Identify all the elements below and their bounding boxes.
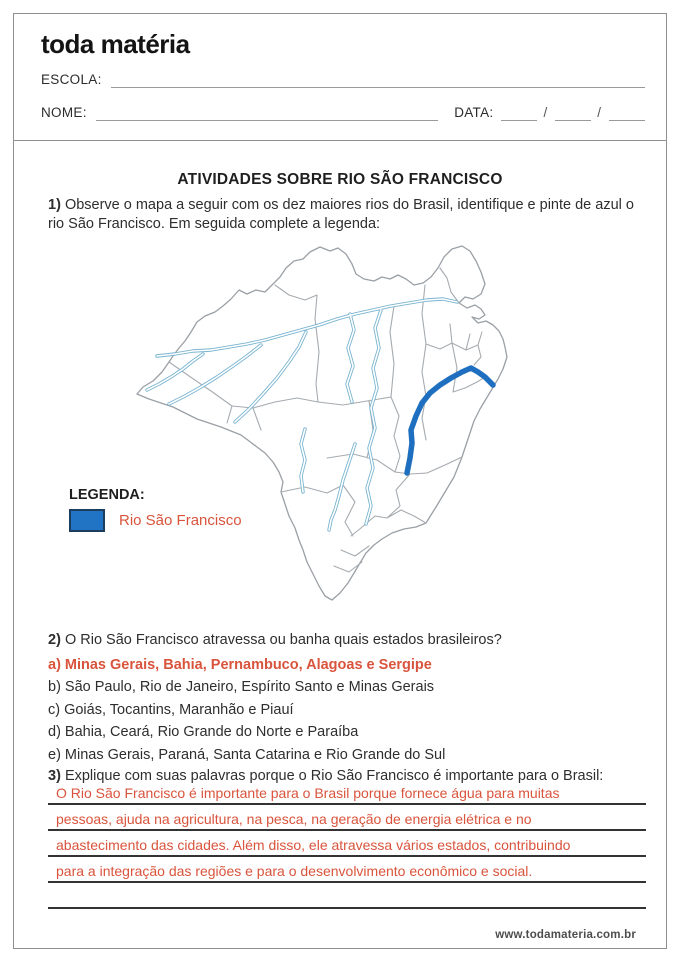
date-separator: / [597, 105, 601, 120]
answer-line-1[interactable]: O Rio São Francisco é importante para o Brasil porque fornece água para muitas [48, 779, 646, 805]
question-3-number: 3) [48, 768, 61, 784]
date-month-line[interactable] [555, 105, 591, 121]
option-c[interactable] [48, 699, 636, 721]
option-c-key: c) [48, 701, 61, 718]
option-d[interactable] [48, 721, 636, 743]
answer-line-5[interactable] [48, 883, 646, 909]
legend-color-swatch [69, 509, 105, 532]
name-label: NOME: [41, 105, 87, 120]
date-separator: / [543, 105, 548, 120]
option-b[interactable] [48, 676, 636, 698]
legend-title: LEGENDA: [69, 487, 145, 503]
brazil-rivers-map [129, 244, 569, 606]
question-2 [48, 631, 636, 650]
question-2-number: 2) [48, 632, 61, 648]
question-2-options [48, 654, 636, 766]
option-e-key: e) [48, 746, 61, 763]
question-3-text: Explique com suas palavras porque o Rio São Francisco é importante para o Brasil: [64, 768, 604, 784]
date-year-line[interactable] [609, 105, 645, 121]
school-input-line[interactable] [111, 72, 645, 88]
answer-line-3[interactable]: abastecimento das cidades. Além disso, ele atravessa vários estados, contribuindo [48, 831, 646, 857]
option-b-key: b) [48, 679, 61, 696]
question-1-number: 1) [48, 197, 61, 213]
option-b-text: São Paulo, Rio de Janeiro, Espírito Santo e Minas Gerais [64, 679, 435, 696]
question-2-text: O Rio São Francisco atravessa ou banha quais estados brasileiros? [64, 632, 502, 648]
legend-item [69, 509, 242, 532]
date-label: DATA: [454, 105, 494, 120]
option-e-text: Minas Gerais, Paraná, Santa Catarina e Rio Grande do Sul [64, 746, 446, 763]
question-1 [48, 196, 636, 234]
date-day-line[interactable] [501, 105, 537, 121]
option-d-text: Bahia, Ceará, Rio Grande do Norte e Paraíba [64, 724, 359, 741]
answer-line-4[interactable]: para a integração das regiões e para o desenvolvimento econômico e social. [48, 857, 646, 883]
option-c-text: Goiás, Tocantins, Maranhão e Piauí [64, 701, 294, 718]
option-d-key: d) [48, 724, 61, 741]
question-3-answer-lines [48, 779, 646, 909]
website-url: www.todamateria.com.br [495, 929, 636, 941]
worksheet-frame [13, 13, 667, 949]
option-a[interactable] [48, 654, 636, 676]
option-a-key: a) [48, 657, 61, 673]
question-1-text: Observe o mapa a seguir com os dez maiores rios do Brasil, identifique e pinte de azul o rio São Francisco. Em seguida complete a legenda: [48, 197, 634, 233]
name-date-field-row [41, 105, 645, 121]
option-a-text: Minas Gerais, Bahia, Pernambuco, Alagoas e Sergipe [64, 657, 432, 673]
page-title: ATIVIDADES SOBRE RIO SÃO FRANCISCO [177, 171, 503, 188]
brand-logo: toda matéria [41, 29, 190, 59]
school-field-row [41, 72, 645, 88]
brazil-map-svg [129, 244, 569, 606]
legend-river-name: Rio São Francisco [119, 512, 242, 529]
option-e[interactable] [48, 744, 636, 766]
name-input-line[interactable] [96, 105, 438, 121]
answer-line-2[interactable]: pessoas, ajuda na agricultura, na pesca, na geração de energia elétrica e no [48, 805, 646, 831]
school-label: ESCOLA: [41, 72, 102, 87]
map-legend [69, 487, 242, 532]
worksheet-header [14, 14, 666, 141]
